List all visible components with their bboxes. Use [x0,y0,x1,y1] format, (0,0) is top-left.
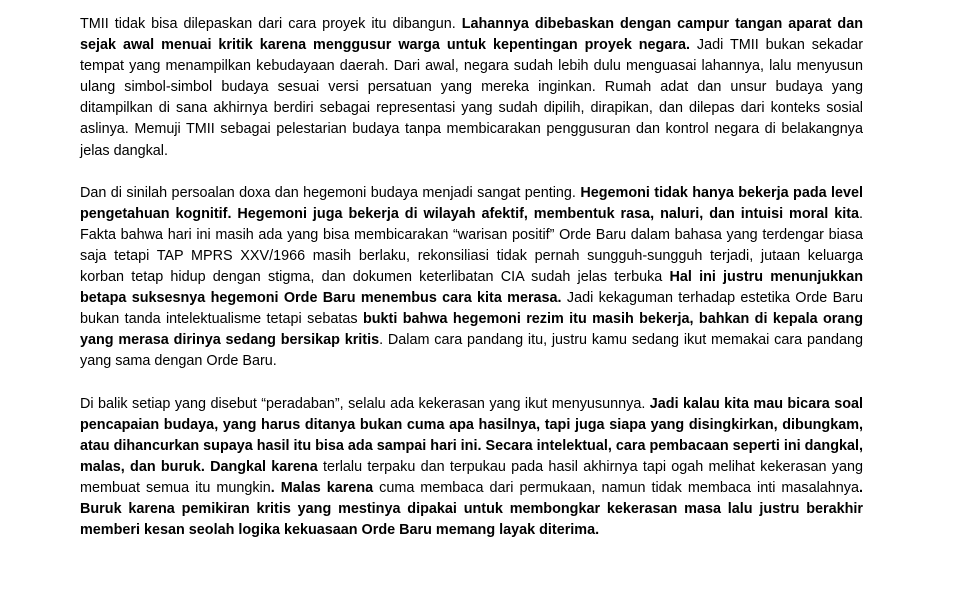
text-segment: cuma membaca dari permukaan, namun tidak membaca inti masalahnya [373,479,859,496]
paragraph-hegemoni [80,183,863,373]
text-segment: Jadi TMII bukan sekadar tempat yang menampilkan kebudayaan daerah. Dari awal, negara sudah lebih dulu menguasai lahannya, lalu menyusun ulang simbol-simbol budaya sesuai versi persatuan yang mereka inginkan. Rumah adat dan unsur budaya yang ditampilkan di sana akhirnya berdiri sebagai representasi yang sudah dipilih, dirapikan, dan dilepas dari konteks sosial aslinya. Memuji TMII sebagai pelestarian budaya tanpa membicarakan penggusuran dan kontrol negara di belakangnya jelas dangkal. [80,37,863,159]
emphasis-segment: Jadi kalau kita mau bicara soal pencapaian budaya, yang harus ditanya bukan cuma apa hasilnya, tapi juga siapa yang disingkirkan, dibungkam, atau dihancurkan supaya hasil itu bisa ada sampai hari ini. Secara intelektual, cara pembacaan seperti ini dangkal, malas, dan buruk. Dangkal karena [80,395,864,475]
emphasis-segment: . Malas karena [270,479,374,496]
text-segment: . Fakta bahwa hari ini masih ada yang bisa membicarakan “warisan positif” Orde Baru dalam bahasa yang terdengar biasa saja tetapi TAP MPRS XXV/1966 masih berlaku, rekonsiliasi tidak pernah sungguh-sungguh terjadi, jutaan keluarga korban tetap hidup dengan stigma, dan dokumen keterlibatan CIA sudah jelas terbuka [80,205,863,286]
emphasis-segment: Lahannya dibebaskan dengan campur tangan aparat dan sejak awal menuai kritik karena menggusur warga untuk kepentingan proyek negara. [80,16,863,54]
text-segment: Jadi kekaguman terhadap estetika Orde Baru bukan tanda intelektualisme tetapi sebatas [80,290,863,328]
document-body [80,14,863,541]
text-segment: Di balik setiap yang disebut “peradaban”, selalu ada kekerasan yang ikut menyusunnya. [80,395,650,412]
emphasis-segment: Hegemoni tidak hanya bekerja pada level pengetahuan kognitif. Hegemoni juga bekerja di wilayah afektif, membentuk rasa, naluri, dan intuisi moral kita [80,184,864,222]
text-segment: TMII tidak bisa dilepaskan dari cara proyek itu dibangun. [80,16,462,32]
text-segment: Dan di sinilah persoalan doxa dan hegemoni budaya menjadi sangat penting. [80,184,581,201]
paragraph-peradaban [80,394,863,542]
paragraph-tmii [80,14,863,162]
emphasis-segment: Hal ini justru menunjukkan betapa suksesnya hegemoni Orde Baru menembus cara kita merasa. [80,269,863,307]
emphasis-segment: bukti bahwa hegemoni rezim itu masih bekerja, bahkan di kepala orang yang merasa dirinya sedang bersikap kritis [80,311,863,349]
emphasis-segment: . Buruk karena pemikiran kritis yang mestinya dipakai untuk membongkar kekerasan masa lalu justru berakhir memberi kesan seolah logika kekuasaan Orde Baru memang layak diterima. [80,479,863,539]
text-segment: . Dalam cara pandang itu, justru kamu sedang ikut memakai cara pandang yang sama dengan Orde Baru. [80,332,863,370]
text-segment: terlalu terpaku dan terpukau pada hasil akhirnya tapi ogah melihat kekerasan yang membuat semua itu mungkin [80,458,863,496]
